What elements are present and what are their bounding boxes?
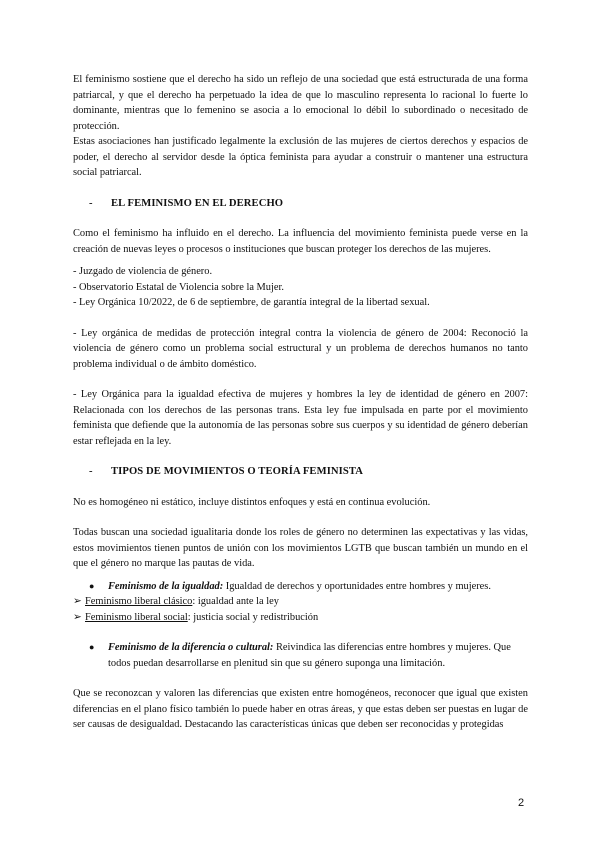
heading-dash: -: [89, 197, 93, 209]
section-heading-feminismo-derecho: [73, 196, 528, 212]
arrow-text: : igualdad ante la ley: [192, 596, 279, 607]
arrow-text: : justicia social y redistribución: [187, 611, 319, 623]
list-item: - Juzgado de violencia de género.: [73, 266, 213, 277]
bullet-text: Igualdad de derechos y oportunidades entre hombres y mujeres.: [223, 580, 491, 592]
arrow-item-liberal-social: [73, 610, 528, 626]
bullet-label: Feminismo de la igualdad:: [108, 580, 224, 592]
heading-title: EL FEMINISMO EN EL DERECHO: [111, 197, 284, 209]
arrow-bullet-icon: ➢: [73, 596, 82, 607]
bullet-icon: ●: [89, 580, 95, 591]
bullet-icon: ●: [89, 642, 95, 652]
section1-paragraph-1: Como el feminismo ha influido en el derecho. La influencia del movimiento feminista puede verse en la creación de nuevas leyes o procesos o instituciones que buscan proteger los derechos de las mujeres.: [73, 228, 528, 255]
arrow-label: Feminismo liberal clásico: [85, 596, 193, 607]
arrow-label: Feminismo liberal social: [85, 611, 188, 623]
section2-paragraph-1: No es homogéneo ni estático, incluye distintos enfoques y está en continua evolución.: [73, 496, 431, 508]
bullet-item-igualdad: [73, 579, 528, 595]
section-heading-tipos-movimientos: [73, 464, 528, 480]
heading-title: TIPOS DE MOVIMIENTOS O TEORÍA FEMINISTA: [111, 466, 364, 477]
page-content: [73, 72, 528, 733]
arrow-item-liberal-clasico: [73, 594, 528, 610]
list-item: - Ley Orgánica 10/2022, de 6 de septiembre, de garantía integral de la libertad sexual.: [73, 297, 430, 308]
bullet-text: Reivindica las diferencias entre hombres y mujeres. Que todos puedan desarrollarse en plenitud sin que su género suponga una limitación.: [108, 642, 511, 669]
section2-paragraph-2: Todas buscan una sociedad igualitaria donde los roles de género no determinen las expectativas y las vidas, estos movimientos tienen puntos de unión con los movimientos LGTB que buscan también un mundo en el que el género no marque las pautas de vida.: [73, 527, 528, 569]
page-number: 2: [518, 797, 525, 809]
intro-paragraph-2: Estas asociaciones han justificado legalmente la exclusión de las mujeres de ciertos derechos y espacios de poder, el derecho al servidor desde la óptica feminista para ayudar a construir o mantener una estructura social patriarcal.: [73, 136, 528, 178]
bullet-item-diferencia: [73, 640, 528, 671]
intro-paragraph-1: El feminismo sostiene que el derecho ha sido un reflejo de una sociedad que está estructurada de una forma patriarcal, y que el derecho ha perpetuado la idea de que lo masculino representa lo racional lo fuerte lo dominante, mientras que lo femenino se asocia a lo emocional lo débil lo subordinado o necesitado de protección.: [73, 74, 528, 132]
section1-paragraph-2: - Ley orgánica de medidas de protección integral contra la violencia de género de 2004: Reconoció la violencia de género como un problema social estructural y un problema de derechos humanos no tanto problema individual o de ámbito doméstico.: [73, 327, 528, 370]
heading-dash: -: [89, 466, 93, 477]
bullet-label: Feminismo de la diferencia o cultural:: [108, 642, 274, 653]
section1-paragraph-3: - Ley Orgánica para la igualdad efectiva de mujeres y hombres la ley de identidad de género en 2007: Relacionada con los derechos de las personas trans. Esta ley fue impulsada en parte por el movimiento feminista que defiende que la autonomía de las personas sobre sus cuerpos y su identidad de género deberían estar reflejada en la ley.: [73, 389, 528, 447]
section2-paragraph-3: Que se reconozcan y valoren las diferencias que existen entre homogéneos, reconocer que igual que existen diferencias en el plano físico también lo puede haber en otras áreas, y que estas deben ser puestas en lugar de ser causas de desigualdad. Destacando las características únicas que deben ser reconocidas y protegidas: [73, 688, 528, 730]
list-item: - Observatorio Estatal de Violencia sobre la Mujer.: [73, 281, 284, 293]
arrow-bullet-icon: ➢: [73, 611, 82, 623]
